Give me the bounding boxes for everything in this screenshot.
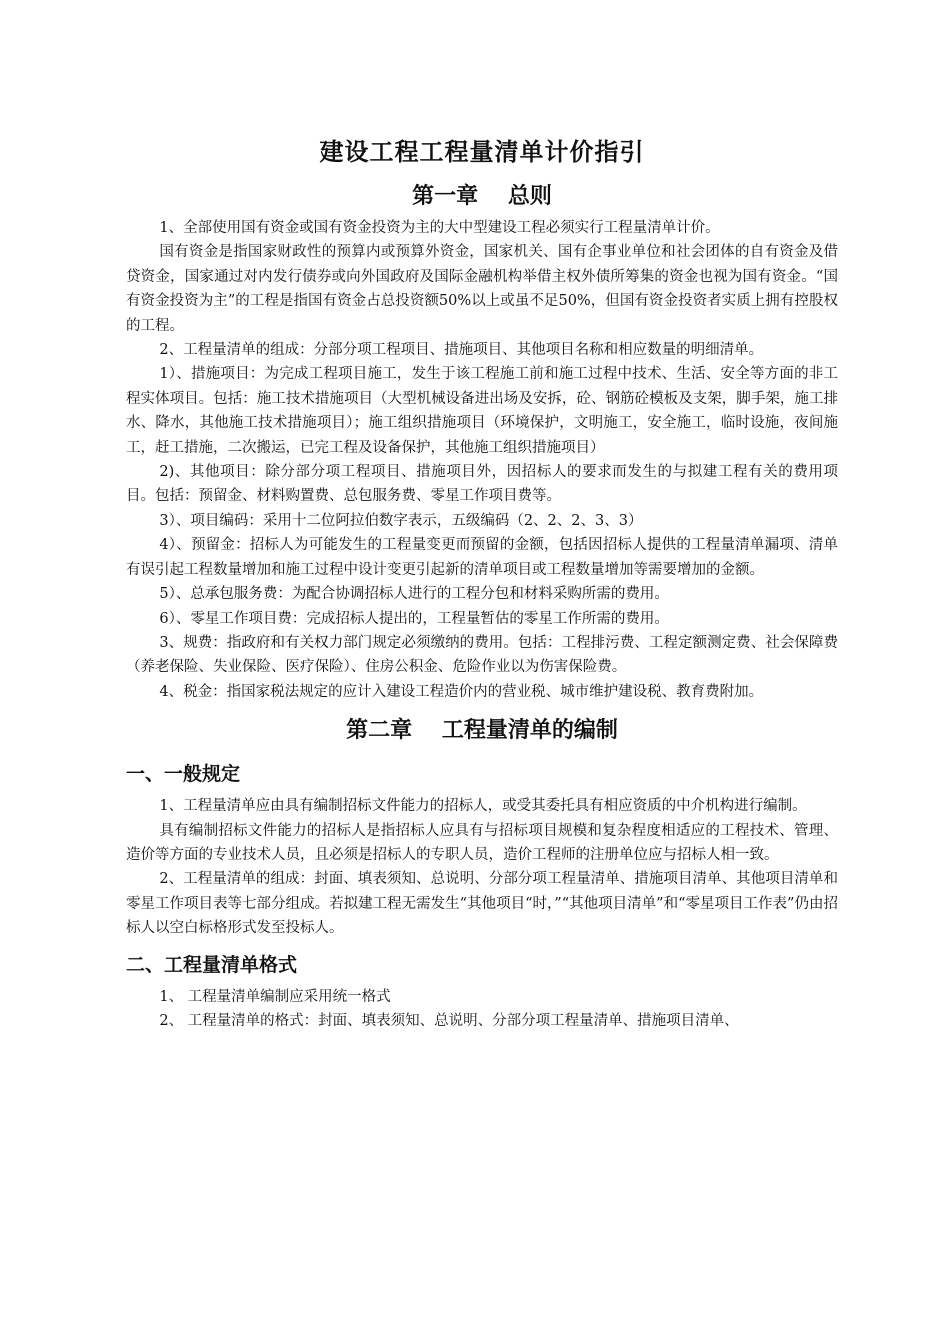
paragraph: 3）、项目编码：采用十二位阿拉伯数字表示，五级编码（2、2、2、3、3） [159, 512, 643, 529]
paragraph: 3、规费：指政府和有关权力部门规定必须缴纳的费用。包括：工程排污费、工程定额测定费、社会保障费（养老保险、失业保险、医疗保险）、住房公积金、危险作业以为伤害保险费。 [126, 634, 838, 676]
paragraph: 1、全部使用国有资金或国有资金投资为主的大中型建设工程必须实行工程量清单计价。 [159, 220, 720, 236]
paragraph: 2、 工程量清单的格式：封面、填表须知、总说明、分部分项工程量清单、措施项目清单、 [159, 1012, 739, 1029]
section-2-body [126, 985, 838, 1034]
chapter-2-heading: 第二章 工程量清单的编制 [346, 717, 618, 744]
paragraph: 2、工程量清单的组成：分部分项工程项目、措施项目、其他项目名称和相应数量的明细清单。 [159, 342, 764, 359]
document-title: 建设工程工程量清单计价指引 [319, 137, 645, 166]
paragraph: 5）、总承包服务费：为配合协调招标人进行的工程分包和材料采购所需的费用。 [159, 586, 669, 603]
paragraph: 1、 工程量清单编制应采用统一格式 [159, 988, 391, 1005]
paragraph: 2、工程量清单的组成：封面、填表须知、总说明、分部分项工程量清单、措施项目清单、其他项目清单和零星工作项目表等七部分组成。若拟建工程无需发生“其他项目“时，”“其他项目清单”和“零星项目工作表”仍由招标人以空白标格形式发至投标人。 [126, 871, 838, 937]
chapter-1-body [126, 216, 838, 704]
paragraph: 1、工程量清单应由具有编制招标文件能力的招标人，或受其委托具有相应资质的中介机构进行编制。 [159, 798, 807, 815]
paragraph: 4）、预留金：招标人为可能发生的工程量变更而预留的金额，包括因招标人提供的工程量清单漏项、清单有误引起工程数量增加和施工过程中设计变更引起新的清单项目或工程数量增加等需要增加的金额。 [126, 537, 838, 578]
paragraph: 1）、措施项目：为完成工程项目施工，发生于该工程施工前和施工过程中技术、生活、安全等方面的非工程实体项目。包括：施工技术措施项目（大型机械设备进出场及安拆，砼、钢筋砼模板及支架，脚手架，施工排水、降水，其他施工技术措施项目）；施工组织措施项目（环境保护，文明施工，安全施工，临时设施，夜间施工，赶工措施，二次搬运，已完工程及设备保护，其他施工组织措施项目） [126, 366, 838, 456]
section-2-heading: 二、工程量清单格式 [126, 953, 298, 976]
paragraph: 国有资金是指国家财政性的预算内或预算外资金，国家机关、国有企事业单位和社会团体的自有资金及借贷资金，国家通过对内发行债券或向外国政府及国际金融机构举借主权外债所筹集的资金也视为国有资金。“国有资金投资为主”的工程是指国有资金占总投资额50%以上或虽不足50%，但国有资金投资者实质上拥有控股权的工程。 [126, 244, 838, 334]
chapter-1-heading: 第一章 总则 [412, 183, 552, 209]
document-page [126, 132, 838, 1033]
paragraph: 6）、零星工作项目费：完成招标人提出的，工程量暂估的零星工作所需的费用。 [159, 610, 669, 627]
paragraph: 2)、其他项目：除分部分项工程项目、措施项目外，因招标人的要求而发生的与拟建工程有关的费用项目。包括：预留金、材料购置费、总包服务费、零星工作项目费等。 [126, 464, 838, 505]
section-1-body [126, 794, 838, 940]
section-1-heading: 一、一般规定 [126, 763, 241, 786]
paragraph: 具有编制招标文件能力的招标人是指招标人应具有与招标项目规模和复杂程度相适应的工程技术、管理、造价等方面的专业技术人员，且必须是招标人的专职人员，造价工程师的注册单位应与招标人相一致。 [126, 822, 838, 863]
paragraph: 4、税金：指国家税法规定的应计入建设工程造价内的营业税、城市维护建设税、教育费附加。 [159, 683, 764, 700]
